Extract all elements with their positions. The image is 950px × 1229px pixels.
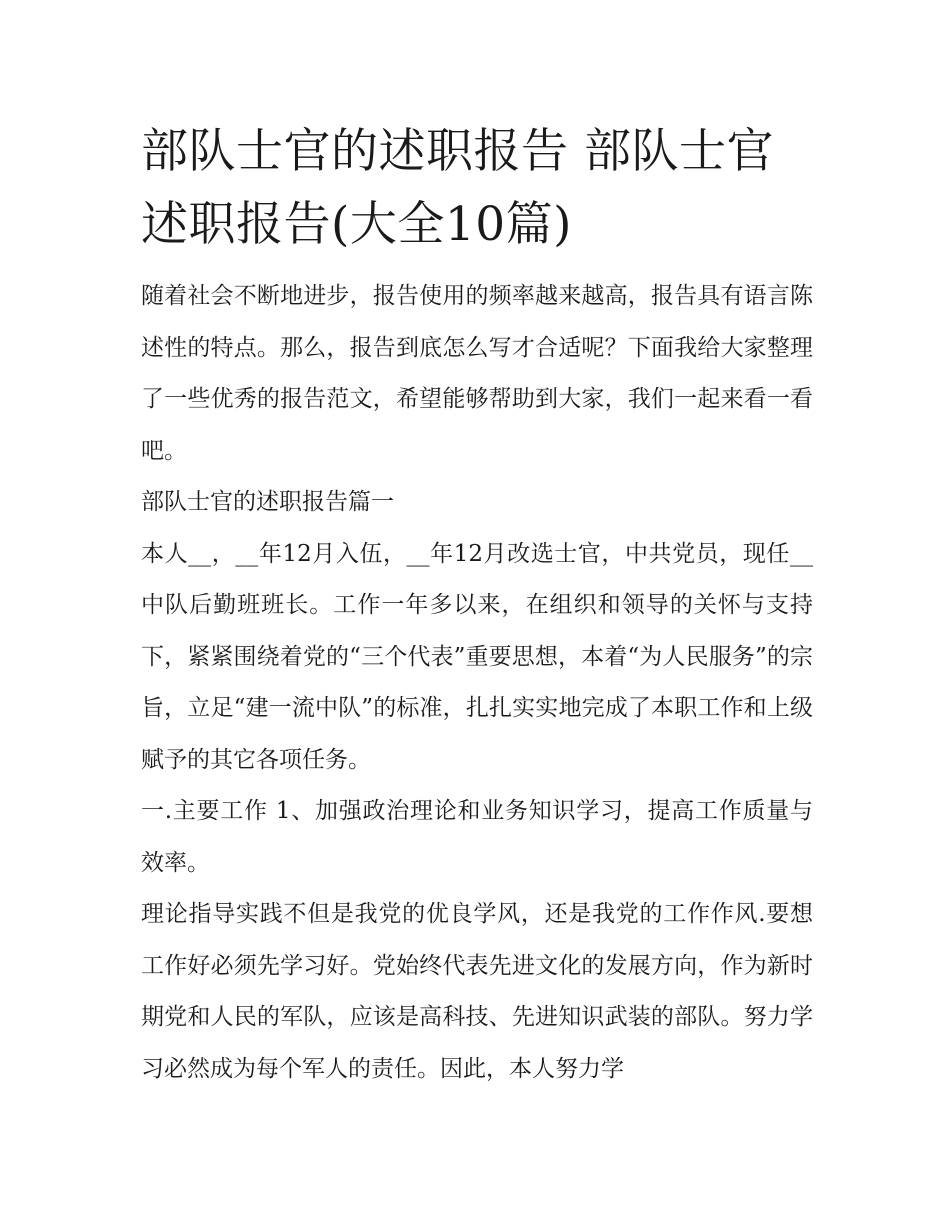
intro-paragraph: 随着社会不断地进步，报告使用的频率越来越高，报告具有语言陈述性的特点。那么，报告到底怎么写才合适呢？下面我给大家整理了一些优秀的报告范文，希望能够帮助到大家，我们一起来看一看吧。 <box>141 283 813 464</box>
document-page <box>141 115 813 1095</box>
body-paragraph: 本人__，__年12月入伍，__年12月改选士官，中共党员，现任__中队后勤班班长。工作一年多以来，在组织和领导的关怀与支持下，紧紧围绕着党的“三个代表”重要思想，本着“为人民服务”的宗旨，立足“建一流中队”的标准，扎扎实实地完成了本职工作和上级赋予的其它各项任务。 <box>141 540 813 773</box>
body-paragraph: 理论指导实践不但是我党的优良学风，还是我党的工作作风.要想工作好必须先学习好。党始终代表先进文化的发展方向，作为新时期党和人民的军队，应该是高科技、先进知识武装的部队。努力学习必然成为每个军人的责任。因此，本人努力学 <box>141 901 813 1082</box>
section-heading: 部队士官的述职报告篇一 <box>141 489 394 515</box>
body-paragraph: 一.主要工作 1、加强政治理论和业务知识学习，提高工作质量与效率。 <box>141 798 813 876</box>
document-body <box>141 271 813 1095</box>
document-title: 部队士官的述职报告 部队士官述职报告(大全10篇) <box>141 124 774 252</box>
